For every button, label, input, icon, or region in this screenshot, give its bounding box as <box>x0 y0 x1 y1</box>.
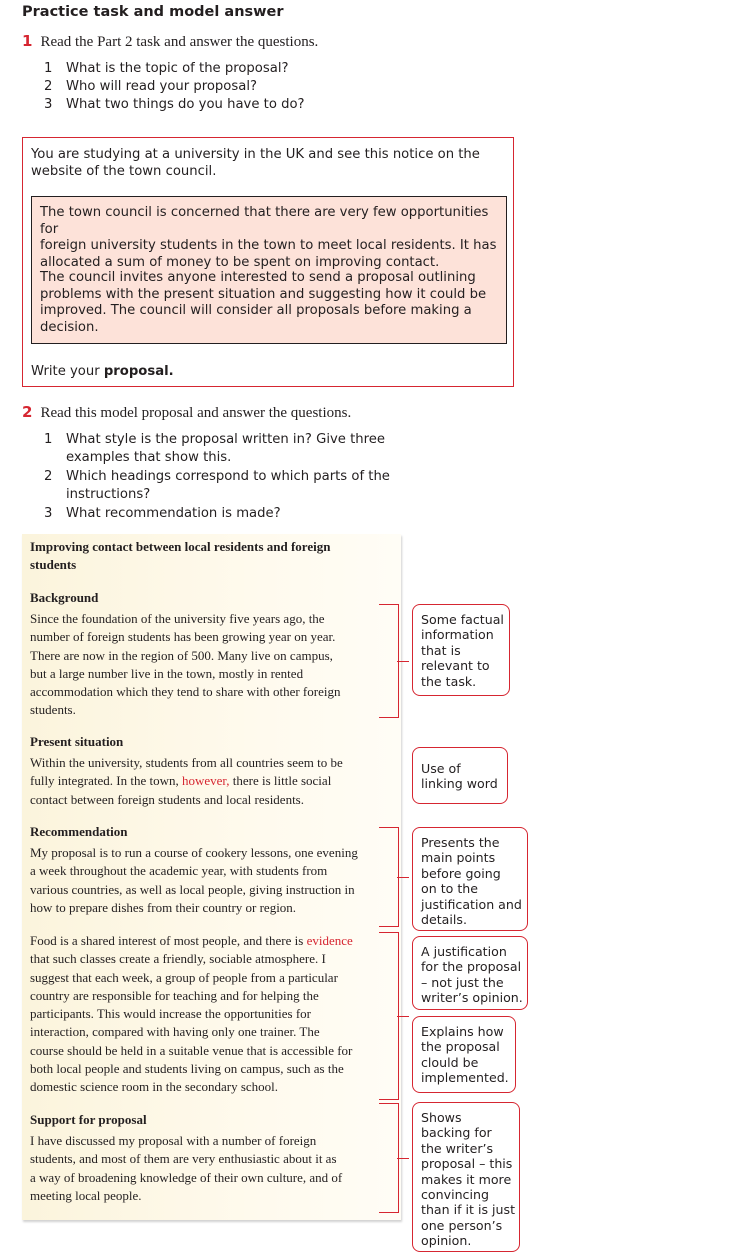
text-line: Which headings correspond to which parts of the <box>66 469 390 484</box>
text-line: one person’s <box>421 1217 503 1233</box>
text-line: makes it more <box>421 1171 512 1187</box>
question-text: Who will read your proposal? <box>66 79 257 94</box>
text-line: on to the <box>421 881 479 897</box>
text-line: decision. <box>40 319 99 335</box>
callout-justification <box>412 936 528 1010</box>
text-line: that is <box>421 642 461 658</box>
text-line: Shows <box>421 1110 462 1125</box>
text-line: website of the town council. <box>31 164 217 179</box>
text-line: You are studying at a university in the UK and see this notice on the <box>31 147 480 162</box>
background-paragraph <box>30 610 392 720</box>
heading-recommendation: Recommendation <box>30 824 128 839</box>
proposal-title <box>30 538 390 575</box>
text-line: Explains how <box>421 1024 504 1039</box>
question-item <box>44 96 444 114</box>
text-line: Some factual <box>421 612 504 627</box>
text-line: both local people and students living on campus, such as the <box>30 1061 344 1077</box>
bracket-background <box>379 604 399 718</box>
food-paragraph <box>30 932 392 1097</box>
text-line: There are now in the region of 500. Many live on campus, <box>30 647 333 663</box>
question-item <box>44 468 444 504</box>
section-2-instruction <box>22 403 351 422</box>
notice-paragraph-2 <box>40 270 500 336</box>
instruction-text: Read this model proposal and answer the questions. <box>40 405 352 421</box>
text-line: justification and <box>421 896 522 912</box>
question-number: 2 <box>44 79 53 94</box>
heading-background: Background <box>30 590 99 605</box>
text-line: problems with the present situation and suggesting how it could be <box>40 286 487 302</box>
text-line: foreign university students in the town to meet local residents. It has <box>40 238 497 253</box>
section-1-instruction <box>22 32 318 51</box>
text-line: a week throughout the academic year, with students from <box>30 863 328 879</box>
text-line: contact between foreign students and local residents. <box>30 791 304 807</box>
text-line: instructions? <box>66 486 151 502</box>
text-line: I have discussed my proposal with a number of foreign <box>30 1133 317 1148</box>
text-line: the task. <box>421 673 477 689</box>
question-number: 1 <box>44 432 53 447</box>
callout-explains-implementation <box>412 1016 516 1093</box>
linking-word-highlight: however, <box>182 773 230 789</box>
text-line: backing for <box>421 1125 492 1141</box>
text-line: details. <box>421 912 467 928</box>
text-line: how to prepare dishes from their country or region. <box>30 899 297 915</box>
text-line: A justification <box>421 944 507 959</box>
support-paragraph <box>30 1132 392 1205</box>
text-line: than if it is just <box>421 1202 516 1218</box>
text-line: various countries, as well as local people, giving instruction in <box>30 881 355 897</box>
section-number: 2 <box>22 403 33 421</box>
text-line: Within the university, students from all countries seem to be <box>30 755 343 770</box>
text-line: course should be held in a suitable venue that is accessible for <box>30 1042 353 1058</box>
text-line: students. <box>30 702 76 718</box>
text-line: the proposal <box>421 1039 500 1055</box>
text-line: that such classes create a friendly, sociable atmosphere. I <box>30 951 326 967</box>
text-line: convincing <box>421 1187 489 1203</box>
text-line <box>30 932 392 950</box>
question-text: What is the topic of the proposal? <box>66 61 289 76</box>
page-title: Practice task and model answer <box>22 4 284 20</box>
text-line <box>30 772 392 790</box>
text-line: What style is the proposal written in? Give three <box>66 432 386 447</box>
question-item <box>44 78 444 96</box>
question-number: 2 <box>44 469 53 484</box>
text-line: The town council is concerned that there are very few opportunities for <box>40 205 489 237</box>
section-number: 1 <box>22 32 33 50</box>
text-line: interaction, compared with having only one trainer. The <box>30 1024 320 1040</box>
text-line: writer’s opinion. <box>421 990 523 1006</box>
text-run: fully integrated. In the town, <box>30 773 182 789</box>
write-bold: proposal. <box>103 364 174 379</box>
text-line: opinion. <box>421 1233 472 1249</box>
text-line: accommodation which they tend to share with other foreign <box>30 684 341 700</box>
question-number: 3 <box>44 506 53 521</box>
question-item <box>44 60 444 78</box>
text-line: country are responsible for teaching and for helping the <box>30 987 319 1003</box>
text-line: suggest that each week, a group of people from a particular <box>30 969 338 985</box>
text-line: students, and most of them are very enthusiastic about it as <box>30 1151 337 1167</box>
text-line: implemented. <box>421 1070 509 1086</box>
text-line: information <box>421 627 494 643</box>
text-line: linking word <box>421 776 498 792</box>
text-line: examples that show this. <box>66 449 232 465</box>
instruction-text: Read the Part 2 task and answer the questions. <box>40 34 319 50</box>
text-line: Since the foundation of the university five years ago, the <box>30 611 325 626</box>
question-number: 1 <box>44 61 53 76</box>
text-run: there is little social <box>229 773 332 789</box>
text-line: number of foreign students has been growing year on year. <box>30 629 336 645</box>
question-item <box>44 431 444 467</box>
bracket-food <box>379 932 399 1100</box>
bracket-support <box>379 1103 399 1213</box>
text-line: for the proposal <box>421 959 522 975</box>
text-line: meeting local people. <box>30 1187 142 1203</box>
write-prefix: Write your <box>31 364 104 379</box>
heading-support: Support for proposal <box>30 1112 147 1127</box>
heading-present-situation: Present situation <box>30 734 124 749</box>
question-number: 3 <box>44 97 53 112</box>
text-line: Improving contact between local residents and foreign <box>30 539 331 554</box>
text-line: The council invites anyone interested to send a proposal outlining <box>40 270 476 285</box>
text-line: participants. This would increase the opportunities for <box>30 1006 311 1022</box>
write-instruction <box>31 364 174 379</box>
text-line: Use of <box>421 761 461 776</box>
text-line: a way of broadening knowledge of their own culture, and of <box>30 1169 343 1185</box>
callout-backing <box>412 1102 520 1252</box>
text-line: clould be <box>421 1054 479 1070</box>
present-situation-paragraph <box>30 754 392 809</box>
recommendation-paragraph <box>30 844 392 917</box>
text-line: – not just the <box>421 974 504 990</box>
text-line: allocated a sum of money to be spent on improving contact. <box>40 254 440 270</box>
text-line: domestic science room in the secondary school. <box>30 1079 279 1095</box>
text-line: relevant to <box>421 658 490 674</box>
text-line: before going <box>421 865 501 881</box>
text-line: What recommendation is made? <box>66 506 281 521</box>
text-line: main points <box>421 850 496 866</box>
notice-paragraph-1 <box>40 205 500 271</box>
text-line: Presents the <box>421 835 500 850</box>
bracket-recommendation <box>379 827 399 927</box>
callout-linking-word <box>412 747 508 804</box>
text-line: improved. The council will consider all proposals before making a <box>40 303 472 318</box>
evidence-highlight: evidence <box>306 933 353 948</box>
question-text: What two things do you have to do? <box>66 97 305 112</box>
callout-factual-information <box>412 604 510 696</box>
text-run: Food is a shared interest of most people, and there is <box>30 933 307 948</box>
text-line: proposal – this <box>421 1156 513 1172</box>
text-line: My proposal is to run a course of cookery lessons, one evening <box>30 845 358 860</box>
question-item <box>44 505 444 523</box>
task-intro <box>31 146 501 180</box>
text-line: students <box>30 557 77 573</box>
callout-main-points <box>412 827 528 931</box>
text-line: the writer’s <box>421 1140 494 1156</box>
text-line: but a large number live in the town, mostly in rented <box>30 665 304 681</box>
